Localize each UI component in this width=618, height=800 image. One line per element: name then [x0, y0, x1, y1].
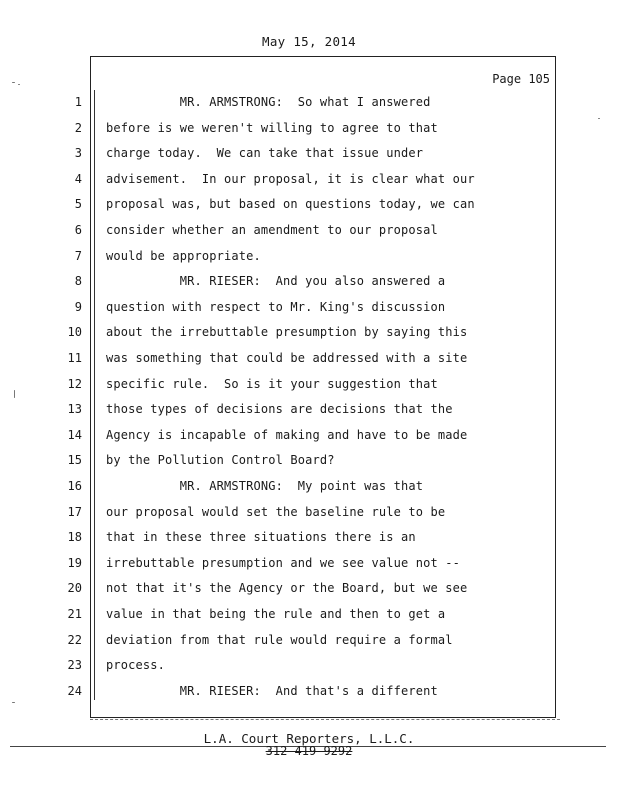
transcript-line: deviation from that rule would require a formal	[106, 633, 453, 647]
line-number: 5	[74, 197, 82, 211]
transcript-line: MR. RIESER: And that's a different	[106, 684, 438, 698]
court-reporter-name: L.A. Court Reporters, L.L.C.	[203, 731, 415, 746]
scan-speck	[18, 84, 20, 85]
page-number-label: Page 105	[492, 72, 550, 86]
line-number: 19	[67, 556, 82, 570]
transcript-line: process.	[106, 658, 165, 672]
line-number: 16	[67, 479, 82, 493]
transcript-line: proposal was, but based on questions today, we can	[106, 197, 475, 211]
transcript-line: before is we weren't willing to agree to that	[106, 121, 438, 135]
scan-speck	[12, 702, 15, 703]
scan-speck	[12, 82, 15, 83]
transcript-line: about the irrebuttable presumption by saying this	[106, 325, 468, 339]
transcript-line: charge today. We can take that issue under	[106, 146, 424, 160]
line-number: 18	[67, 530, 82, 544]
line-number: 21	[67, 607, 82, 621]
transcript-line: specific rule. So is it your suggestion that	[106, 377, 438, 391]
transcript-line: Agency is incapable of making and have to be made	[106, 428, 468, 442]
transcript-line: MR. ARMSTRONG: So what I answered	[106, 95, 431, 109]
line-number: 2	[74, 121, 82, 135]
transcript-line: those types of decisions are decisions that the	[106, 402, 453, 416]
line-number: 11	[67, 351, 82, 365]
transcript-line: not that it's the Agency or the Board, but we see	[106, 581, 468, 595]
transcript-line: by the Pollution Control Board?	[106, 453, 335, 467]
line-number: 24	[67, 684, 82, 698]
transcript-date: May 15, 2014	[262, 34, 356, 49]
transcript-line: would be appropriate.	[106, 249, 261, 263]
scan-speck	[598, 118, 600, 119]
line-number: 6	[74, 223, 82, 237]
transcript-line: advisement. In our proposal, it is clear what our	[106, 172, 475, 186]
court-reporter-phone: 312-419-9292	[265, 744, 353, 758]
frame-bottom-edge	[90, 716, 560, 720]
transcript-line: that in these three situations there is an	[106, 530, 416, 544]
scan-speck	[14, 390, 15, 398]
line-number: 15	[67, 453, 82, 467]
transcript-line: was something that could be addressed with a site	[106, 351, 468, 365]
line-number: 22	[67, 633, 82, 647]
line-number: 14	[67, 428, 82, 442]
transcript-line: irrebuttable presumption and we see value not --	[106, 556, 460, 570]
line-number: 3	[74, 146, 82, 160]
transcript-line: question with respect to Mr. King's discussion	[106, 300, 446, 314]
transcript-line: MR. ARMSTRONG: My point was that	[106, 479, 424, 493]
line-number: 23	[67, 658, 82, 672]
transcript-line: our proposal would set the baseline rule to be	[106, 505, 446, 519]
transcript-line: consider whether an amendment to our proposal	[106, 223, 438, 237]
line-number: 13	[67, 402, 82, 416]
line-number: 1	[74, 95, 82, 109]
line-number: 10	[67, 325, 82, 339]
line-number: 8	[74, 274, 82, 288]
transcript-line: value in that being the rule and then to get a	[106, 607, 446, 621]
left-margin-rule	[94, 90, 95, 700]
transcript-line: MR. RIESER: And you also answered a	[106, 274, 446, 288]
line-number: 17	[67, 505, 82, 519]
line-number: 9	[74, 300, 82, 314]
line-number: 7	[74, 249, 82, 263]
line-number: 20	[67, 581, 82, 595]
line-number: 12	[67, 377, 82, 391]
line-number: 4	[74, 172, 82, 186]
